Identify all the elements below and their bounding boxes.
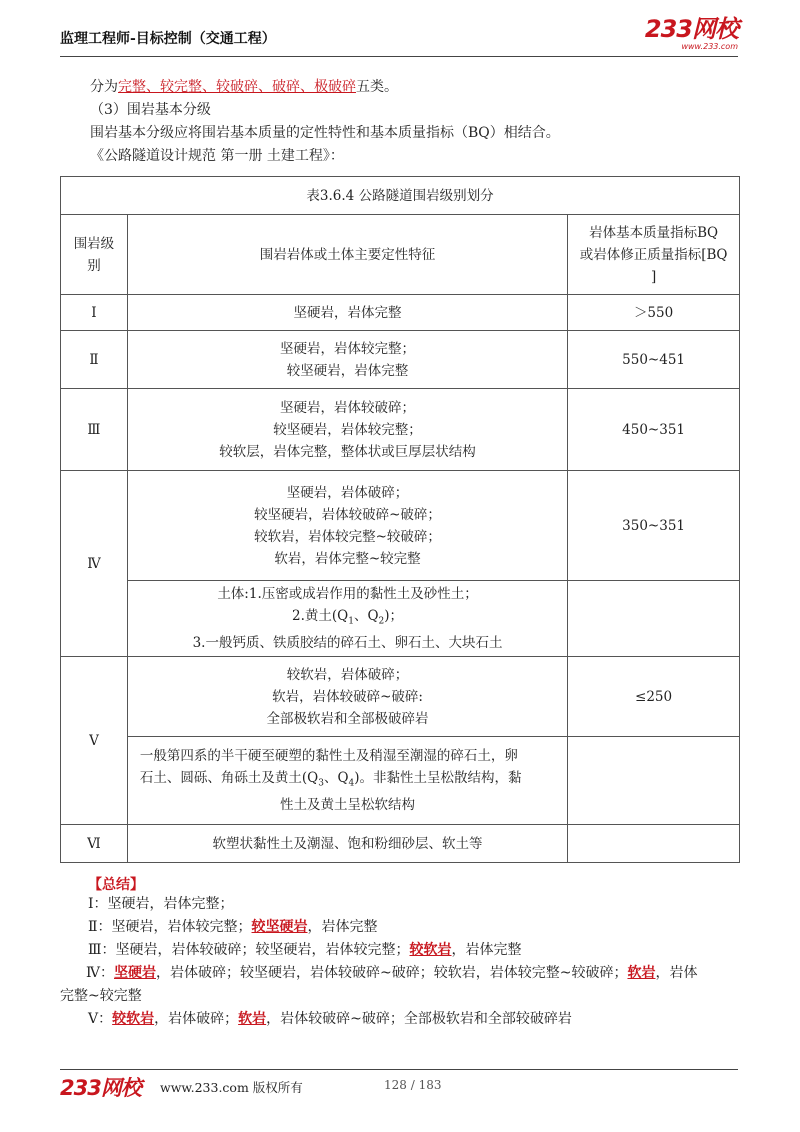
summary-line-1: Ⅰ：坚硬岩，岩体完整； [88,896,234,912]
table-row [61,389,740,471]
feature-cell: 一般第四系的半干硬至硬塑的黏性土及稍湿至潮湿的碎石土，卵 石土、圆砾、角砾土及黄土($Q_3$、$Q_4$)。非黏性土呈松散结构，黏 性土及黄土呈松软结构 [127,737,567,825]
loess-line [128,605,567,633]
grade-cell: Ⅰ [61,295,128,331]
header-feature: 围岩岩体或土体主要定性特征 [127,215,567,295]
intro-line-2: （3）围岩基本分级 [90,102,211,118]
feature-cell: 软塑状黏性土及潮湿、饱和粉细砂层、软土等 [127,825,567,863]
brand-logo-url: www.233.com [681,42,738,51]
header-grade: 围岩级 别 [61,215,128,295]
grade-cell: Ⅵ [61,825,128,863]
bq-cell [568,825,740,863]
table-row [61,581,740,657]
grade-cell: Ⅴ [61,657,128,825]
soil-line-2: 石土、圆砾、角砾土及黄土($Q_3$、$Q_4$)。非黏性土呈松散结构，黏 [139,769,522,789]
feature-cell: 较软岩，岩体破碎； 软岩，岩体较破碎~破碎: 全部极软岩和全部极破碎岩 [127,657,567,737]
summary-line-4-cont: 完整~较完整 [60,988,142,1004]
page-number: 128 / 183 [384,1078,442,1092]
feature-cell: 坚硬岩，岩体破碎； 较坚硬岩，岩体较破碎~破碎； 较软岩，岩体较完整~较破碎； 软岩，岩体完整~较完整 [127,471,567,581]
footer-copyright: www.233.com 版权所有 [160,1080,303,1095]
highlight-classes: 完整、较完整、较破碎、破碎、极破碎 [118,79,356,95]
bq-cell [568,737,740,825]
table-row [61,657,740,737]
table-row [61,825,740,863]
bq-cell: ≤250 [568,657,740,737]
bq-cell: 350~351 [568,471,740,581]
rock-grade-table [60,176,740,863]
document-header-title: 监理工程师-目标控制（交通工程） [60,31,276,47]
footer-divider [60,1069,738,1070]
loess-text: 2.黄土($Q_1$、$Q_2$)； [292,607,404,627]
grade-cell: Ⅳ [61,471,128,657]
feature-cell: 土体:1.压密或成岩作用的黏性土及砂性土； 2.黄土($Q_1$、$Q_2$)； 3.一般钙质、铁质胶结的碎石土、卵石土、大块石土 [127,581,567,657]
intro-line-4: 《公路隧道设计规范 第一册 土建工程》： [90,148,344,164]
intro-line-1: 分为完整、较完整、较破碎、破碎、极破碎五类。 [90,79,398,95]
intro-line-3: 围岩基本分级应将围岩基本质量的定性特性和基本质量指标（BQ）相结合。 [90,125,560,141]
footer-logo: 233网校 [60,1076,141,1100]
table-row [61,737,740,825]
feature-cell: 坚硬岩，岩体较完整； 较坚硬岩，岩体完整 [127,331,567,389]
grade-cell: Ⅲ [61,389,128,471]
brand-logo-text: 233网校 [644,15,738,43]
header-divider [60,56,738,57]
feature-cell: 坚硬岩，岩体较破碎； 较坚硬岩，岩体较完整； 较软层，岩体完整，整体状或巨厚层状结构 [127,389,567,471]
summary-line-3: Ⅲ：坚硬岩，岩体较破碎；较坚硬岩，岩体较完整；较软岩，岩体完整 [88,942,522,958]
bq-cell: 550~451 [568,331,740,389]
bq-cell: 450~351 [568,389,740,471]
feature-cell: 坚硬岩，岩体完整 [127,295,567,331]
table-caption: 表3.6.4 公路隧道围岩级别划分 [61,177,740,215]
table-row [61,331,740,389]
summary-title: 【总结】 [88,877,144,893]
bq-cell: ＞550 [568,295,740,331]
header-bq: 岩体基本质量指标BQ 或岩体修正质量指标[BQ ] [568,215,740,295]
summary-line-4: Ⅳ：坚硬岩，岩体破碎；较坚硬岩，岩体较破碎~破碎；较软岩，岩体较完整~较破碎；软岩，岩体 [86,965,698,981]
grade-cell: Ⅱ [61,331,128,389]
summary-line-2: Ⅱ：坚硬岩，岩体较完整；较坚硬岩，岩体完整 [88,919,378,935]
brand-logo [645,16,738,51]
table-row [61,295,740,331]
bq-cell [568,581,740,657]
summary-line-5: Ⅴ：较软岩，岩体破碎；软岩，岩体较破碎~破碎；全部极软岩和全部较破碎岩 [88,1011,572,1027]
table-row [61,471,740,581]
